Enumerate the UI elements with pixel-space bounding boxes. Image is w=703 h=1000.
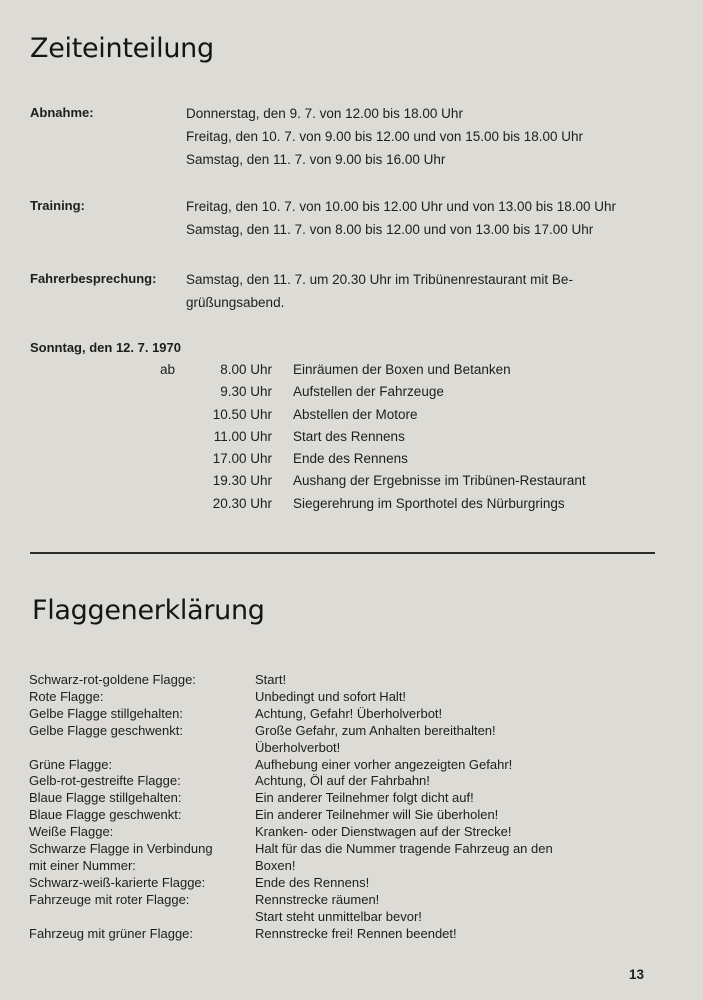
flag-name: Schwarz-rot-goldene Flagge: <box>29 672 196 687</box>
schedule-event: Abstellen der Motore <box>293 406 418 422</box>
flag-row <box>29 740 669 757</box>
flag-meaning: Ein anderer Teilnehmer will Sie überholen! <box>255 807 499 823</box>
abnahme-line: Samstag, den 11. 7. von 9.00 bis 16.00 Uhr <box>186 152 446 167</box>
flag-name: Rote Flagge: <box>29 688 104 704</box>
flag-meaning: Unbedingt und sofort Halt! <box>255 688 407 704</box>
ab-label: ab <box>160 362 176 377</box>
flag-name: Gelb-rot-gestreifte Flagge: <box>29 773 181 789</box>
flag-row <box>29 706 669 723</box>
flag-name: Grüne Flagge: <box>29 756 113 772</box>
schedule-time: 10.50 Uhr <box>212 406 272 422</box>
label-fahrerbesprechung: Fahrerbesprechung: <box>30 271 157 286</box>
flag-meaning: Überholverbot! <box>255 739 341 755</box>
flag-name: Fahrzeuge mit roter Flagge: <box>29 891 190 907</box>
abnahme-text <box>186 102 654 171</box>
abnahme-line: Donnerstag, den 9. 7. von 12.00 bis 18.00 Uhr <box>186 106 463 121</box>
flag-list <box>29 672 669 943</box>
schedule-time: 9.30 Uhr <box>220 384 272 400</box>
fahrer-line: Samstag, den 11. 7. um 20.30 Uhr im Tribünenrestaurant mit Be- <box>186 272 573 287</box>
flag-row <box>29 892 669 909</box>
schedule-time: 20.30 Uhr <box>212 495 272 511</box>
page-number: 13 <box>629 967 645 982</box>
schedule-time: 19.30 Uhr <box>212 473 272 489</box>
section-divider <box>30 552 655 554</box>
flag-row <box>29 790 669 807</box>
flag-name: mit einer Nummer: <box>29 857 136 873</box>
schedule-event: Aufstellen der Fahrzeuge <box>293 384 444 400</box>
flag-meaning: Ende des Rennens! <box>255 874 370 890</box>
flag-name: Schwarze Flagge in Verbindung <box>29 841 213 857</box>
flag-row <box>29 672 669 689</box>
flag-row <box>29 773 669 790</box>
abnahme-line: Freitag, den 10. 7. von 9.00 bis 12.00 und von 15.00 bis 18.00 Uhr <box>186 129 584 144</box>
flag-name <box>29 740 255 757</box>
fahrerbesprechung-text <box>186 268 654 314</box>
flag-meaning: Rennstrecke frei! Rennen beendet! <box>255 925 457 941</box>
flag-name <box>29 909 255 926</box>
flag-meaning: Boxen! <box>255 857 296 873</box>
flag-row <box>29 757 669 774</box>
flag-meaning: Start! <box>255 672 287 687</box>
flag-meaning: Aufhebung einer vorher angezeigten Gefahr! <box>255 756 513 772</box>
label-sonntag: Sonntag, den 12. 7. 1970 <box>30 340 181 355</box>
schedule-time: 11.00 Uhr <box>213 428 272 444</box>
flag-row <box>29 841 669 858</box>
flag-meaning: Ein anderer Teilnehmer folgt dicht auf! <box>255 790 474 806</box>
flag-row <box>29 875 669 892</box>
flag-name: Fahrzeug mit grüner Flagge: <box>29 925 194 941</box>
schedule-time: 17.00 Uhr <box>212 451 272 467</box>
flag-meaning: Start steht unmittelbar bevor! <box>255 908 422 924</box>
section-title-zeiteinteilung: Zeiteinteilung <box>30 33 214 64</box>
flag-name: Blaue Flagge stillgehalten: <box>29 790 182 806</box>
schedule-event: Start des Rennens <box>293 428 405 444</box>
flag-name: Schwarz-weiß-karierte Flagge: <box>29 874 206 890</box>
schedule-time: 8.00 Uhr <box>220 362 272 377</box>
section-title-flaggenerklaerung: Flaggenerklärung <box>32 595 265 626</box>
schedule-event: Siegerehrung im Sporthotel des Nürburgrings <box>293 495 565 511</box>
flag-meaning: Halt für das die Nummer tragende Fahrzeug an den <box>255 841 553 857</box>
flag-row <box>29 689 669 706</box>
flag-meaning: Kranken- oder Dienstwagen auf der Strecke! <box>255 824 512 840</box>
flag-name: Gelbe Flagge stillgehalten: <box>29 705 183 721</box>
flag-row <box>29 909 669 926</box>
flag-name: Weiße Flagge: <box>29 824 114 840</box>
schedule-event: Einräumen der Boxen und Betanken <box>293 362 511 377</box>
flag-name: Gelbe Flagge geschwenkt: <box>29 722 183 738</box>
label-training: Training: <box>30 198 85 213</box>
flag-meaning: Große Gefahr, zum Anhalten bereithalten! <box>255 722 496 738</box>
flag-row <box>29 926 669 943</box>
fahrer-line: grüßungsabend. <box>186 295 285 310</box>
flag-meaning: Achtung, Gefahr! Überholverbot! <box>255 705 443 721</box>
training-line: Freitag, den 10. 7. von 10.00 bis 12.00 Uhr und von 13.00 bis 18.00 Uhr <box>186 199 617 214</box>
flag-name: Blaue Flagge geschwenkt: <box>29 807 182 823</box>
flag-row <box>29 807 669 824</box>
flag-row <box>29 824 669 841</box>
flag-meaning: Rennstrecke räumen! <box>255 891 380 907</box>
flag-row <box>29 858 669 875</box>
schedule-event: Ende des Rennens <box>293 451 408 467</box>
training-text <box>186 195 654 241</box>
flag-row <box>29 723 669 740</box>
label-abnahme: Abnahme: <box>30 105 94 120</box>
training-line: Samstag, den 11. 7. von 8.00 bis 12.00 und von 13.00 bis 17.00 Uhr <box>186 222 594 237</box>
flag-meaning: Achtung, Öl auf der Fahrbahn! <box>255 773 430 789</box>
schedule-event: Aushang der Ergebnisse im Tribünen-Restaurant <box>293 473 586 489</box>
